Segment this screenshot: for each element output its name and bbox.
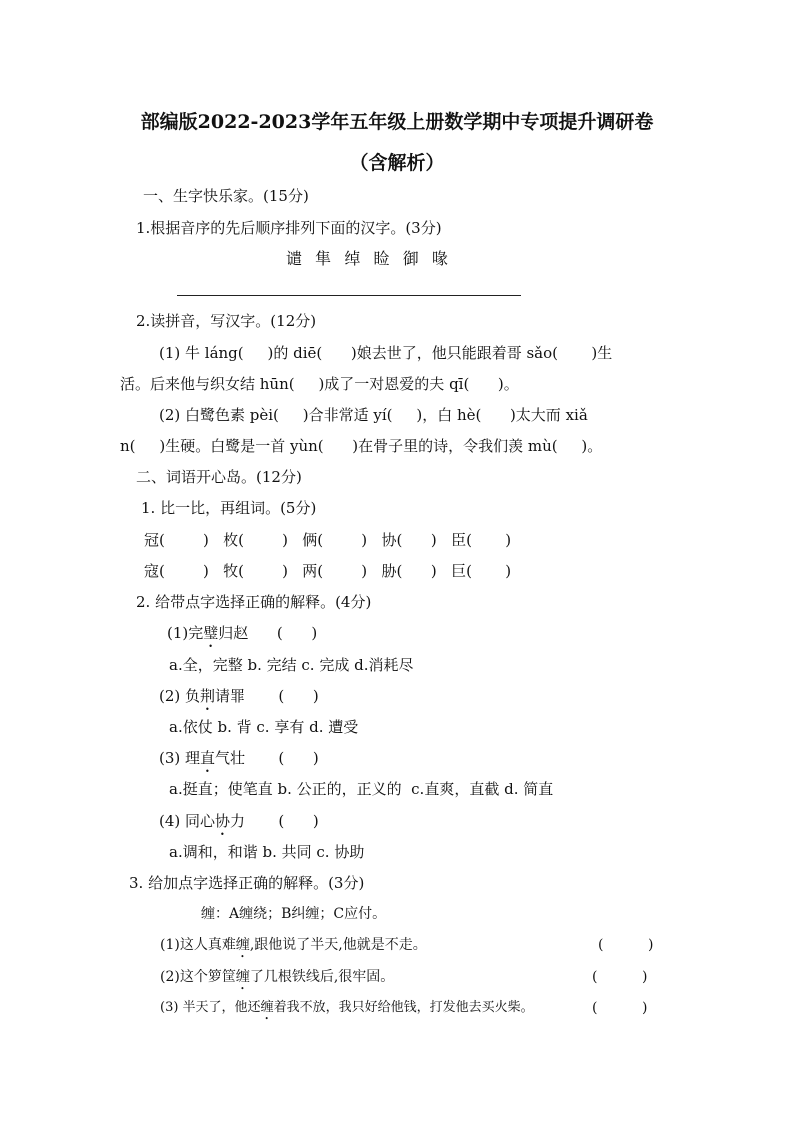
section-1-heading: 一、生字快乐家。(15分) <box>143 187 309 205</box>
page-title: 部编版2022-2023学年五年级上册数学期中专项提升调研卷 <box>140 111 654 133</box>
dotted-char: 璧 <box>203 624 219 642</box>
options-2-2-3: a.挺直；使笔直 b. 公正的，正义的 c.直爽，直截 d. 简直 <box>169 780 554 798</box>
characters-to-sort: 谴 隼 绰 睑 御 喙 <box>286 249 449 268</box>
question-2-2: 2. 给带点字选择正确的解释。(4分) <box>136 593 372 611</box>
item-2-3-3: (3) 半天了，他还缠着我不放，我只好给他钱，打发他去买火柴。 <box>160 1000 534 1015</box>
dotted-char: 荆 <box>200 687 216 705</box>
section-2-heading: 二、词语开心岛。(12分) <box>136 468 302 486</box>
dotted-char: 直 <box>200 749 216 767</box>
options-2-2-1: a.全，完整 b. 完结 c. 完成 d.消耗尽 <box>169 656 414 674</box>
item-2-2-4: (4) 同心协力 ( ) <box>159 812 319 830</box>
answer-blank: ( ) <box>598 937 654 953</box>
item-2-2-2: (2) 负荆请罪 ( ) <box>159 687 319 705</box>
paragraph-2-line-1: (2) 白鹭色素 pèi( )合非常适 yí( )，白 hè( )太大而 xiǎ <box>159 406 588 424</box>
paragraph-2-line-2: n( )生硬。白鹭是一首 yùn( )在骨子里的诗，令我们羡 mù( )。 <box>120 437 603 455</box>
compare-row-1: 冠( ) 枚( ) 俩( ) 协( ) 臣( ) <box>144 531 512 549</box>
question-1-2: 2.读拼音，写汉字。(12分) <box>136 312 317 330</box>
options-2-2-4: a.调和，和谐 b. 共同 c. 协助 <box>169 843 365 861</box>
dotted-char: 缠 <box>235 937 250 953</box>
question-2-3: 3. 给加点字选择正确的解释。(3分) <box>129 874 365 892</box>
paragraph-1-line-2: 活。后来他与织女结 hūn( )成了一对恩爱的夫 qī( )。 <box>120 375 519 393</box>
dotted-char: 协 <box>215 812 231 830</box>
compare-row-2: 寇( ) 牧( ) 两( ) 胁( ) 巨( ) <box>144 562 512 580</box>
item-2-2-1: (1)完璧归赵 ( ) <box>167 624 318 642</box>
item-2-3-1: (1)这人真难缠,跟他说了半天,他就是不走。 <box>160 937 427 953</box>
options-2-2-2: a.依仗 b. 背 c. 享有 d. 遭受 <box>169 718 359 736</box>
answer-blank: ( ) <box>592 969 648 985</box>
dotted-char: 缠 <box>260 1000 274 1015</box>
item-2-3-2: (2)这个箩筐缠了几根铁线后,很牢固。 <box>160 969 395 985</box>
answer-line <box>177 295 521 296</box>
question-2-1: 1. 比一比，再组词。(5分) <box>141 499 317 517</box>
question-1-1: 1.根据音序的先后顺序排列下面的汉字。(3分) <box>136 219 442 237</box>
dotted-char: 缠 <box>235 969 250 985</box>
definition-chan: 缠：A缠绕；B纠缠；C应付。 <box>201 906 387 922</box>
page-subtitle: （含解析） <box>349 152 445 174</box>
answer-blank: ( ) <box>592 1000 648 1016</box>
paragraph-1-line-1: (1) 牛 láng( )的 diē( )娘去世了，他只能跟着哥 sǎo( )生 <box>159 344 613 362</box>
item-2-2-3: (3) 理直气壮 ( ) <box>159 749 319 767</box>
